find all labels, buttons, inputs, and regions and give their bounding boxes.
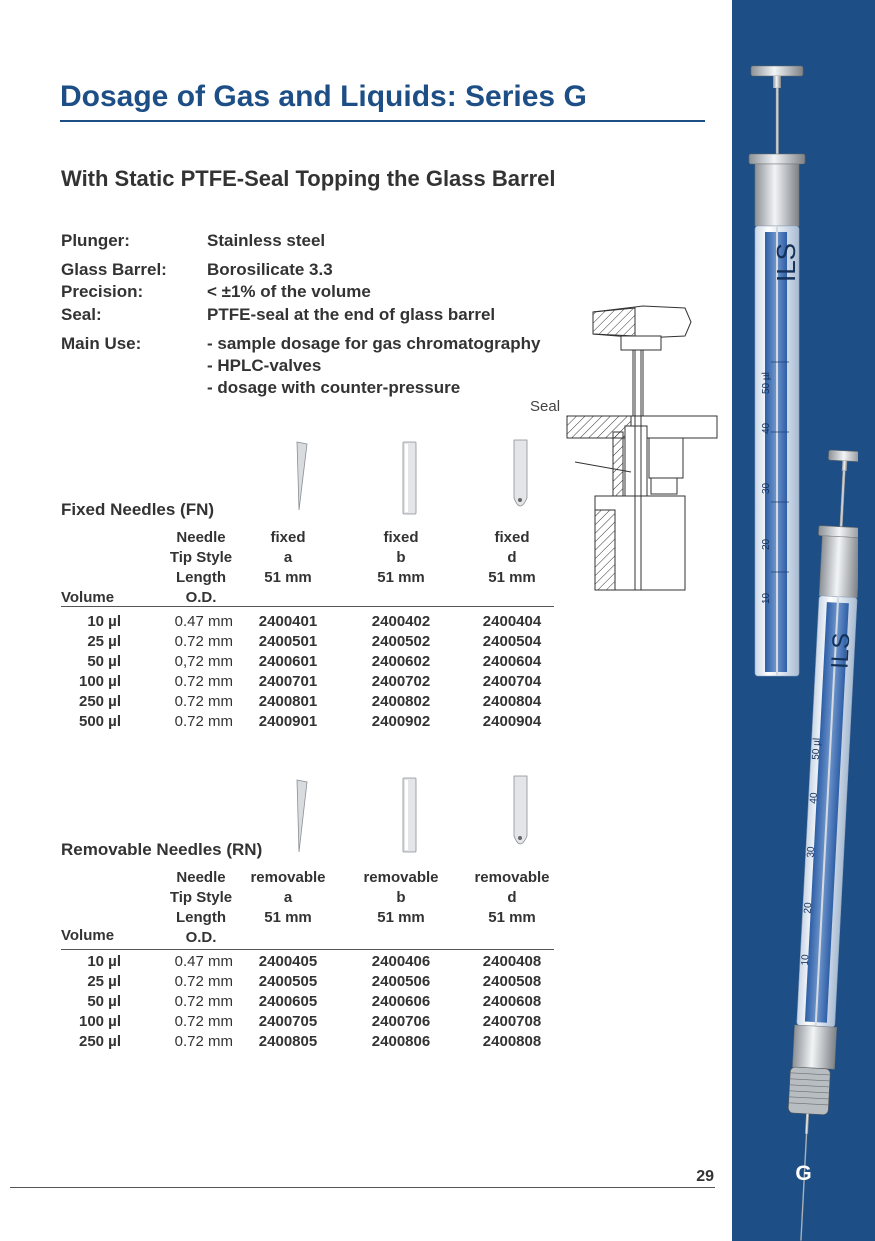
scale-mark: 10 <box>799 954 812 966</box>
volume-header: Volume <box>61 927 115 944</box>
needle-tip-d-icon <box>505 438 535 518</box>
header-text: 51 mm <box>488 909 536 926</box>
header-text: a <box>283 549 293 566</box>
part-number: 2400902 <box>371 713 431 730</box>
table-divider <box>61 949 554 950</box>
spec-value: Stainless steel <box>207 231 326 250</box>
removable-needles-table <box>61 868 554 1048</box>
part-number: 2400706 <box>371 1013 431 1030</box>
table-row <box>61 1032 554 1052</box>
scale-mark: 50 µl <box>761 372 772 394</box>
needle-header <box>161 868 241 948</box>
volume-cell: 100 µl <box>78 673 121 690</box>
volume-cell: 250 µl <box>78 693 121 710</box>
part-number: 2400901 <box>258 713 318 730</box>
volume-cell: 250 µl <box>78 1033 121 1050</box>
spec-label: Plunger: <box>61 231 130 250</box>
table-divider <box>61 606 554 607</box>
brand-logo: ILS <box>771 242 801 282</box>
part-number: 2400404 <box>482 613 542 630</box>
spec-value: PTFE-seal at the end of glass barrel <box>207 305 496 324</box>
brand-logo: ILS <box>826 632 856 670</box>
spec-label: Main Use: <box>61 334 142 353</box>
header-text: removable <box>474 869 550 886</box>
column-header-a <box>243 528 333 588</box>
od-cell: 0.47 mm <box>174 613 233 630</box>
header-text: Length <box>176 569 226 586</box>
od-cell: 0.72 mm <box>174 713 233 730</box>
page-subtitle: With Static PTFE-Seal Topping the Glass Barrel <box>61 166 556 191</box>
header-text: fixed <box>270 529 306 546</box>
header-text: fixed <box>383 529 419 546</box>
od-cell: 0.72 mm <box>174 693 233 710</box>
header-text: Needle <box>176 529 226 546</box>
scale-mark: 10 <box>761 592 772 604</box>
od-cell: 0.72 mm <box>174 633 233 650</box>
part-number: 2400802 <box>371 693 431 710</box>
seal-label: Seal <box>530 398 561 415</box>
column-header-d <box>467 868 557 928</box>
table-row <box>61 952 554 972</box>
seal-cross-section-diagram <box>565 300 725 620</box>
part-number: 2400608 <box>482 993 542 1010</box>
needle-tip-b-icon <box>395 440 425 518</box>
volume-cell: 25 µl <box>87 633 121 650</box>
footer-divider <box>10 1187 715 1188</box>
header-text: Needle <box>176 869 226 886</box>
part-number: 2400508 <box>482 973 542 990</box>
table-row <box>61 692 554 712</box>
header-text: fixed <box>494 529 530 546</box>
header-text: d <box>507 889 517 906</box>
table-row <box>61 632 554 652</box>
od-cell: 0.47 mm <box>174 953 233 970</box>
column-header-a <box>243 868 333 928</box>
part-number: 2400808 <box>482 1033 542 1050</box>
syringe-illustration-small <box>778 448 858 1241</box>
spec-value: - HPLC-valves <box>207 356 322 375</box>
part-number: 2400702 <box>371 673 431 690</box>
part-number: 2400704 <box>482 673 542 690</box>
header-text: 51 mm <box>377 569 425 586</box>
volume-cell: 500 µl <box>78 713 121 730</box>
od-cell: 0.72 mm <box>174 973 233 990</box>
od-cell: 0,72 mm <box>174 653 233 670</box>
header-text: b <box>396 549 406 566</box>
header-text: 51 mm <box>264 569 312 586</box>
part-number: 2400602 <box>371 653 431 670</box>
part-number: 2400705 <box>258 1013 318 1030</box>
volume-header: Volume <box>61 589 115 606</box>
scale-mark: 50 µl <box>810 737 823 761</box>
volume-cell: 10 µl <box>87 953 121 970</box>
part-number: 2400604 <box>482 653 542 670</box>
part-number: 2400501 <box>258 633 318 650</box>
title-divider <box>60 120 705 122</box>
header-text: removable <box>363 869 439 886</box>
table-row <box>61 652 554 672</box>
od-cell: 0.72 mm <box>174 1033 233 1050</box>
spec-value: < ±1% of the volume <box>207 282 371 301</box>
scale-mark: 30 <box>761 482 772 494</box>
page-title: Dosage of Gas and Liquids: Series G <box>60 80 587 113</box>
volume-cell: 50 µl <box>87 653 121 670</box>
part-number: 2400401 <box>258 613 318 630</box>
volume-cell: 100 µl <box>78 1013 121 1030</box>
table-row <box>61 672 554 692</box>
part-number: 2400402 <box>371 613 431 630</box>
part-number: 2400806 <box>371 1033 431 1050</box>
needle-tip-d-icon <box>505 774 535 856</box>
header-text: d <box>507 549 517 566</box>
spec-label: Seal: <box>61 305 102 324</box>
spec-label: Glass Barrel: <box>61 260 167 279</box>
part-number: 2400801 <box>258 693 318 710</box>
part-number: 2400408 <box>482 953 542 970</box>
part-number: 2400804 <box>482 693 542 710</box>
scale-mark: 20 <box>761 538 772 550</box>
part-number: 2400708 <box>482 1013 542 1030</box>
part-number: 2400506 <box>371 973 431 990</box>
part-number: 2400601 <box>258 653 318 670</box>
part-number: 2400505 <box>258 973 318 990</box>
part-number: 2400606 <box>371 993 431 1010</box>
spec-label: Precision: <box>61 282 144 301</box>
scale-mark: 30 <box>805 846 818 858</box>
volume-cell: 10 µl <box>87 613 121 630</box>
needle-header <box>161 528 241 608</box>
fixed-needles-table <box>61 528 554 728</box>
table-row <box>61 1012 554 1032</box>
spec-value: Borosilicate 3.3 <box>207 260 333 279</box>
header-text: 51 mm <box>264 909 312 926</box>
needle-tip-a-icon <box>285 778 315 856</box>
volume-cell: 50 µl <box>87 993 121 1010</box>
column-header-b <box>356 528 446 588</box>
part-number: 2400502 <box>371 633 431 650</box>
part-number: 2400406 <box>371 953 431 970</box>
od-cell: 0.72 mm <box>174 1013 233 1030</box>
scale-mark: 40 <box>808 792 820 805</box>
spec-value: - dosage with counter-pressure <box>207 378 461 397</box>
header-text: a <box>283 889 293 906</box>
table-row <box>61 992 554 1012</box>
table-row <box>61 612 554 632</box>
part-number: 2400904 <box>482 713 542 730</box>
table-row <box>61 712 554 732</box>
header-text: 51 mm <box>488 569 536 586</box>
table-row <box>61 972 554 992</box>
column-header-b <box>356 868 446 928</box>
volume-cell: 25 µl <box>87 973 121 990</box>
header-text: O.D. <box>185 589 217 606</box>
removable-needles-title: Removable Needles (RN) <box>61 840 263 859</box>
od-cell: 0.72 mm <box>174 673 233 690</box>
od-cell: 0.72 mm <box>174 993 233 1010</box>
column-header-d <box>467 528 557 588</box>
fixed-needles-title: Fixed Needles (FN) <box>61 500 215 519</box>
part-number: 2400701 <box>258 673 318 690</box>
page-number: 29 <box>696 1168 714 1185</box>
part-number: 2400805 <box>258 1033 318 1050</box>
header-text: removable <box>250 869 326 886</box>
header-text: 51 mm <box>377 909 425 926</box>
section-letter: G <box>795 1162 812 1185</box>
header-text: b <box>396 889 406 906</box>
scale-mark: 40 <box>761 422 772 434</box>
needle-tip-a-icon <box>285 440 315 515</box>
part-number: 2400605 <box>258 993 318 1010</box>
part-number: 2400405 <box>258 953 318 970</box>
part-number: 2400504 <box>482 633 542 650</box>
scale-mark: 20 <box>802 902 815 914</box>
header-text: Tip Style <box>169 549 233 566</box>
header-text: O.D. <box>185 929 217 946</box>
spec-value: - sample dosage for gas chromatography <box>207 334 541 353</box>
needle-tip-b-icon <box>395 776 425 856</box>
header-text: Tip Style <box>169 889 233 906</box>
header-text: Length <box>176 909 226 926</box>
